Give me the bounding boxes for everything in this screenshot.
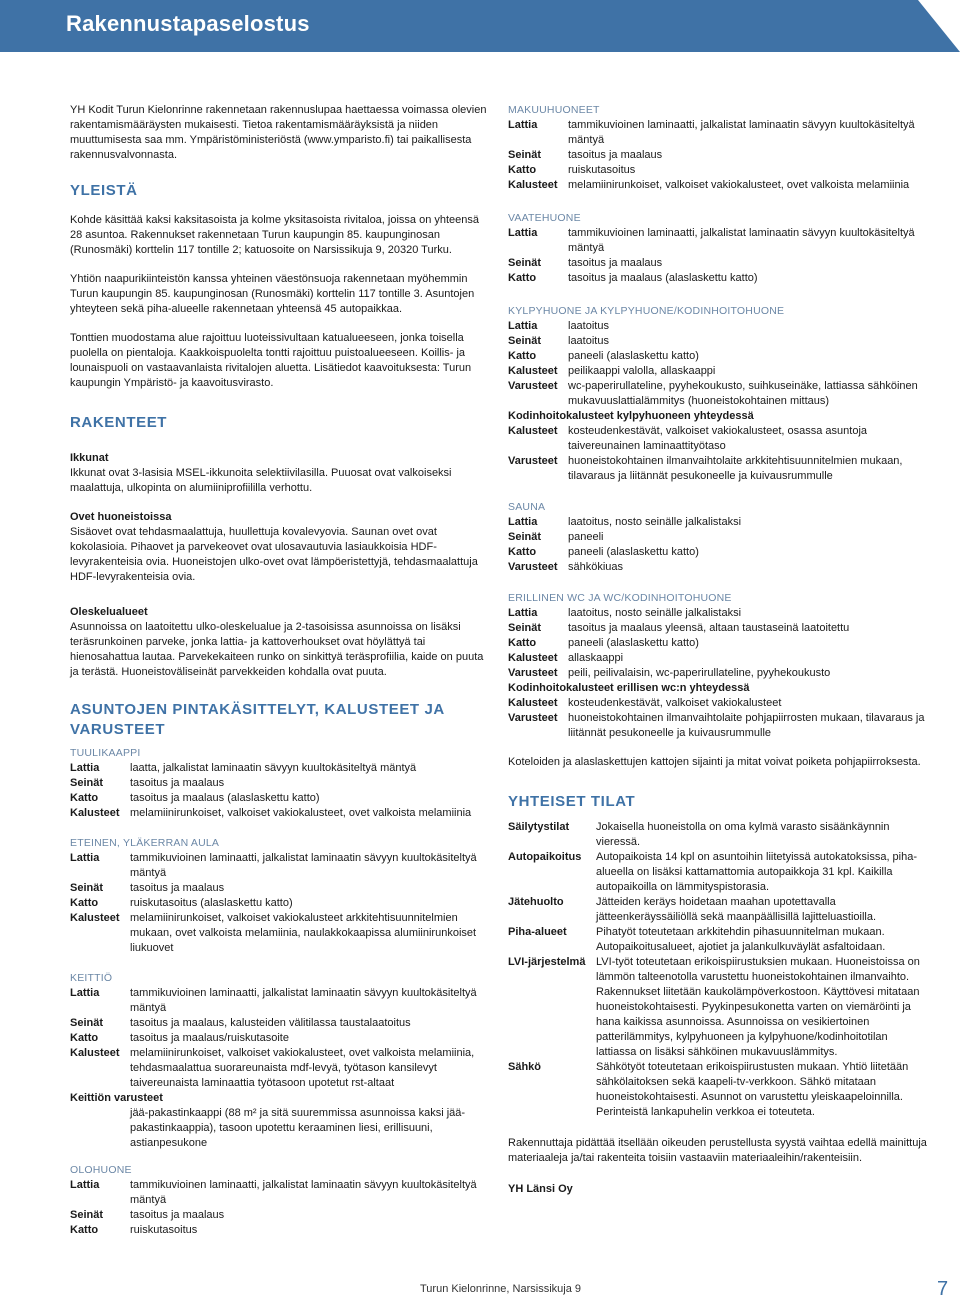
- row-value: huoneistokohtainen ilmanvaihtolaite pohjapiirrosten mukaan, tilavaraus ja liitännät pesukoneelle ja kuivausrummulle: [568, 712, 925, 739]
- row-label: Piha-alueet: [508, 926, 567, 938]
- row-value: paneeli (alaslaskettu katto): [568, 637, 699, 649]
- row-label: Varusteet: [508, 561, 558, 573]
- row-value: tasoitus ja maalaus yleensä, altaan taustaseinä laatoitettu: [568, 622, 850, 634]
- row-value: kosteudenkestävät, valkoiset vakiokalusteet, osassa asuntoja taivereunainen laminaattityötaso: [568, 425, 868, 452]
- table-row: [508, 711, 928, 741]
- table-row: [508, 319, 928, 334]
- table-row: [508, 530, 928, 545]
- pintakasittelyt-heading: ASUNTOJEN PINTAKÄSITTELYT, KALUSTEET JA VARUSTEET: [70, 701, 445, 738]
- yleista-paragraph-2: Yhtiön naapurikiinteistön kanssa yhteinen väestönsuoja rakennetaan myöhemmin Turun kaupungin 85. kaupunginosan (Runosmäki) korttelin 117 tontille 3. Asuntojen yhteyteen sekä piha-alueelle rakennetaan yhteensä 45 autopaikkaa.: [70, 273, 475, 315]
- row-value: laatoitus: [568, 335, 609, 347]
- row-value: Jokaisella huoneistolla on oma kylmä varasto sisäänkäynnin vieressä.: [596, 821, 890, 848]
- kylpyhuone-title: KYLPYHUONE JA KYLPYHUONE/KODINHOITOHUONE: [508, 305, 785, 317]
- row-value: melamiinirunkoiset, valkoiset vakiokalusteet, ovet valkoista melamiinia: [568, 179, 910, 191]
- row-label: Katto: [70, 1032, 99, 1044]
- table-row: [508, 271, 928, 286]
- row-label: Kalusteet: [508, 365, 558, 377]
- table-row: [70, 1223, 490, 1238]
- row-value: laatoitus, nosto seinälle jalkalistaksi: [568, 607, 742, 619]
- row-label: Lattia: [70, 762, 100, 774]
- row-label: Seinät: [70, 1209, 104, 1221]
- oleskelualueet-title: Oleskelualueet: [70, 606, 148, 618]
- eteinen-title: ETEINEN, YLÄKERRAN AULA: [70, 837, 220, 849]
- row-label: Katto: [70, 1224, 99, 1236]
- table-row: [508, 515, 928, 530]
- row-value: peilikaappi valolla, allaskaappi: [568, 365, 716, 377]
- row-value: sähkökiuas: [568, 561, 624, 573]
- tuulikaappi-title: TUULIKAAPPI: [70, 747, 141, 759]
- page-title: Rakennustapaselostus: [66, 11, 310, 36]
- row-label: Säilytystilat: [508, 821, 570, 833]
- keittio-section: [70, 971, 490, 1151]
- table-row: [70, 986, 490, 1016]
- keittion-varusteet-text: jää-pakastinkaappi (88 m² ja sitä suuremmissa asunnoissa kaksi jää-pakastinkaappia), tasoon upotettu keraaminen liesi, erillisuuni, astianpesukone: [130, 1107, 466, 1149]
- table-row: [508, 651, 928, 666]
- row-label: Lattia: [70, 1179, 100, 1191]
- row-value: LVI-työt toteutetaan erikoispiirustuksien mukaan. Huoneistoissa on lämmön talteenotolla varustettu huoneistokohtainen ilmanvaihto. Rakennukset liitetään kaukolämpöverkostoon. Käyttövesi mitataan huoneistokohtaisesti. Pyykinpesukonetta varten on viemäröinti ja hana kaikissa asunnoissa. Asunnoissa on vesikiertoinen patterilämmitys, kylpyhuoneen ja kylpyhuone/kodinhoitotilan lattiassa on lisäksi sähköinen mukavuuslämmitys.: [596, 956, 920, 1058]
- row-value: tasoitus ja maalaus, kalusteiden välitilassa taustalaatoitus: [130, 1017, 411, 1029]
- table-row: [508, 895, 928, 925]
- row-value: ruiskutasoitus: [568, 164, 636, 176]
- row-label: Katto: [508, 272, 537, 284]
- eteinen-section: [70, 836, 490, 956]
- banner-corner-cut: [918, 0, 960, 52]
- row-label: Lattia: [70, 852, 100, 864]
- table-row: [508, 118, 928, 148]
- table-row: [508, 560, 928, 575]
- row-label: Lattia: [508, 227, 538, 239]
- olohuone-section: [70, 1163, 490, 1238]
- table-row: [70, 776, 490, 791]
- row-label: Autopaikoitus: [508, 851, 582, 863]
- makuuhuoneet-title: MAKUUHUONEET: [508, 104, 600, 116]
- left-column: [70, 103, 490, 1253]
- header-banner: [0, 0, 960, 52]
- sauna-title: SAUNA: [508, 501, 546, 513]
- table-row: [70, 1208, 490, 1223]
- row-value: Jätteiden keräys hoidetaan maahan upotettavalla jätteenkeräyssäiliöllä sekä maanpäällisillä lajitteluastioilla.: [596, 896, 877, 923]
- row-label: Kalusteet: [508, 652, 558, 664]
- row-label: Kalusteet: [508, 697, 558, 709]
- row-label: Kalusteet: [70, 912, 120, 924]
- kylpyhuone-section: [508, 304, 928, 484]
- right-column: [508, 103, 928, 1197]
- table-row: [508, 256, 928, 271]
- row-value: tasoitus ja maalaus: [568, 149, 663, 161]
- row-value: melamiinirunkoiset, valkoiset vakiokalusteet arkkitehtisuunnitelmien mukaan, ovet valkoista melamiinia, naulakkokaapissa alumiinirunkoiset liukuovet: [130, 912, 477, 954]
- row-label: Lattia: [508, 607, 538, 619]
- table-row: [70, 1178, 490, 1208]
- row-label: Seinät: [508, 257, 542, 269]
- row-label: Sähkö: [508, 1061, 542, 1073]
- row-value: tasoitus ja maalaus: [130, 777, 225, 789]
- row-value: paneeli (alaslaskettu katto): [568, 546, 699, 558]
- row-label: Seinät: [70, 882, 104, 894]
- row-label: Seinät: [70, 1017, 104, 1029]
- yhteiset-tilat-heading: YHTEISET TILAT: [508, 793, 636, 810]
- ikkunat-text: Ikkunat ovat 3-lasisia MSEL-ikkunoita selektiivilasilla. Puuosat ovat valkoiseksi maalattuja, ulkopinta on alumiiniprofiililla verhottu.: [70, 467, 452, 494]
- company-name: YH Länsi Oy: [508, 1183, 573, 1195]
- vaatehuone-title: VAATEHUONE: [508, 212, 581, 224]
- row-value: peili, peilivalaisin, wc-paperirullateline, pyyhekoukusto: [568, 667, 831, 679]
- ovet-text: Sisäovet ovat tehdasmaalattuja, huullettuja kovalevyovia. Saunan ovet ovat kokolasioia. Pihaovet ja parvekeovet ovat ulosavautuvia lasiaukkoisia HDF-levyrakenteisia ovia. Huoneistojen ulko-ovet ovat lämpöeristettyjä, tehdasmaalattuja HDF-levyrakenteisia ovia.: [70, 526, 478, 583]
- table-row: [70, 1016, 490, 1031]
- row-label: Varusteet: [508, 667, 558, 679]
- table-row: [508, 820, 928, 850]
- row-label: Katto: [508, 350, 537, 362]
- row-value: tammikuvioinen laminaatti, jalkalistat laminaatin sävyyn kuultokäsiteltyä mäntyä: [130, 1179, 477, 1206]
- table-row: [70, 896, 490, 911]
- wc-section: [508, 591, 928, 741]
- row-label: Kalusteet: [70, 1047, 120, 1059]
- row-label: Katto: [508, 546, 537, 558]
- row-value: kosteudenkestävät, valkoiset vakiokalusteet: [568, 697, 782, 709]
- row-label: Varusteet: [508, 380, 558, 392]
- table-row: [70, 761, 490, 776]
- table-row: [508, 696, 928, 711]
- row-value: Autopaikoista 14 kpl on asuntoihin liitetyissä autokatoksissa, piha-alueella on lisäksi kattamattomia autopaikkoja 31 kpl. Kaikilla autopaikoilla on lämmityspistorasia.: [596, 851, 918, 893]
- row-label: Kalusteet: [508, 425, 558, 437]
- row-value: tasoitus ja maalaus: [568, 257, 663, 269]
- table-row: [508, 850, 928, 895]
- table-row: [508, 178, 928, 193]
- table-row: [70, 881, 490, 896]
- row-label: Varusteet: [508, 712, 558, 724]
- table-row: [70, 1046, 490, 1091]
- row-value: melamiinirunkoiset, valkoiset vakiokalusteet, ovet valkoista melamiinia, tehdasmaalattua suorareunaista mdf-levyä, työtason kansilevyt taivereunaista laminaattia työtasoon upotetut rst-altaat: [130, 1047, 475, 1089]
- row-label: Seinät: [508, 149, 542, 161]
- row-value: laatta, jalkalistat laminaatin sävyyn kuultokäsiteltyä mäntyä: [130, 762, 417, 774]
- table-row: [508, 163, 928, 178]
- table-row: [508, 349, 928, 364]
- row-value: tasoitus ja maalaus/ruiskutasoite: [130, 1032, 289, 1044]
- rakenteet-heading: RAKENTEET: [70, 414, 168, 431]
- table-row: [508, 666, 928, 681]
- table-row: [508, 545, 928, 560]
- yleista-heading: YLEISTÄ: [70, 182, 138, 199]
- row-value: Sähkötyöt toteutetaan erikoispiirustusten mukaan. Yhtiö liitetään sähkölaitoksen sekä kaapeli-tv-verkkoon. Sähkö mitataan huoneistokohtaisesti. Asunnot on varustettu yleiskaapeloinnilla. Perinteistä lankapuhelin verkkoa ei toteuteta.: [596, 1061, 909, 1118]
- wc-title: ERILLINEN WC JA WC/KODINHOITOHUONE: [508, 592, 732, 604]
- table-row: [508, 424, 928, 454]
- yleista-paragraph-1: Kohde käsittää kaksi kaksitasoista ja kolme yksitasoista rivitaloa, joissa on yhteensä 28 asuntoa. Rakennukset rakennetaan Turun kaupungin 85. kaupunginosan (Runosmäki) korttelin 117 tontille 2; katuosoite on Narsissikuja 9, 20320 Turku.: [70, 214, 480, 256]
- row-label: Lattia: [508, 320, 538, 332]
- row-value: laatoitus, nosto seinälle jalkalistaksi: [568, 516, 742, 528]
- row-value: melamiinirunkoiset, valkoiset vakiokalusteet, ovet valkoista melamiinia: [130, 807, 472, 819]
- sauna-section: [508, 500, 928, 575]
- row-label: Seinät: [508, 531, 542, 543]
- row-label: Seinät: [70, 777, 104, 789]
- table-row: [508, 454, 928, 484]
- row-label: Lattia: [508, 516, 538, 528]
- row-value: tasoitus ja maalaus: [130, 882, 225, 894]
- table-row: [508, 334, 928, 349]
- row-label: Katto: [70, 792, 99, 804]
- table-row: [70, 1031, 490, 1046]
- closing-paragraph: Rakennuttaja pidättää itsellään oikeuden perustellusta syystä vaihtaa edellä mainittuja materiaaleja ja/tai rakenteita toisiin vastaaviin materiaaleihin/rakenteisiin.: [508, 1137, 927, 1164]
- footer-address: Turun Kielonrinne, Narsissikuja 9: [420, 1283, 581, 1295]
- table-row: [508, 955, 928, 1060]
- row-label: LVI-järjestelmä: [508, 956, 586, 968]
- row-label: Lattia: [70, 987, 100, 999]
- row-value: tammikuvioinen laminaatti, jalkalistat laminaatin sävyyn kuultokäsiteltyä mäntyä: [568, 227, 915, 254]
- table-row: [508, 621, 928, 636]
- row-value: huoneistokohtainen ilmanvaihtolaite arkkitehtisuunnitelmien mukaan, tilavaraus ja liitännät pesukoneelle ja kuivausrummulle: [568, 455, 903, 482]
- table-row: [508, 606, 928, 621]
- row-value: tasoitus ja maalaus (alaslaskettu katto): [130, 792, 320, 804]
- vaatehuone-section: [508, 211, 928, 286]
- row-value: ruiskutasoitus: [130, 1224, 198, 1236]
- oleskelualueet-text: Asunnoissa on laatoitettu ulko-oleskelualue ja 2-tasoisissa asunnoissa on lisäksi teräsrunkoinen parveke, jonka lattia- ja kattoverhoukset ovat höylättyä tai hienosahattua lautaa. Parvekekaiteen runko on sinkittyä teräsprofiilia, kaide on puuta ja terästä. Huoneistoväliseinät parvekkeiden kohdalla ovat puuta.: [70, 621, 484, 678]
- row-label: Seinät: [508, 335, 542, 347]
- table-row: [508, 226, 928, 256]
- row-label: Seinät: [508, 622, 542, 634]
- row-value: tammikuvioinen laminaatti, jalkalistat laminaatin sävyyn kuultokäsiteltyä mäntyä: [130, 852, 477, 879]
- row-value: paneeli: [568, 531, 604, 543]
- row-value: allaskaappi: [568, 652, 624, 664]
- row-value: tasoitus ja maalaus (alaslaskettu katto): [568, 272, 758, 284]
- row-label: Lattia: [508, 119, 538, 131]
- pohjapiirros-note: Koteloiden ja alaslaskettujen kattojen sijainti ja mitat voivat poiketa pohjapiirroksesta.: [508, 756, 921, 768]
- row-value: Pihatyöt toteutetaan arkkitehdin pihasuunnitelman mukaan. Autopaikoitusalueet, ajotiet ja jalankulkuväylät asfaltoidaan.: [596, 926, 886, 953]
- row-label: Varusteet: [508, 455, 558, 467]
- table-row: [508, 364, 928, 379]
- ikkunat-title: Ikkunat: [70, 452, 109, 464]
- table-row: [508, 148, 928, 163]
- row-value: wc-paperirullateline, pyyhekoukusto, suihkuseinäke, lattiassa sähköinen mukavuuslattialämmitys (huoneistokohtainen mittaus): [568, 380, 918, 407]
- keittion-varusteet-title: Keittiön varusteet: [70, 1092, 163, 1104]
- makuuhuoneet-section: [508, 103, 928, 193]
- row-value: tammikuvioinen laminaatti, jalkalistat laminaatin sävyyn kuultokäsiteltyä mäntyä: [130, 987, 477, 1014]
- row-value: ruiskutasoitus (alaslaskettu katto): [130, 897, 293, 909]
- yhteiset-tilat-table: [508, 820, 928, 1120]
- intro-paragraph: YH Kodit Turun Kielonrinne rakennetaan rakennuslupaa haettaessa voimassa olevien rakentamismääräysten mukaisesti. Tietoa rakentamismääräyksistä ja niiden muuttumisesta saa mm. Ympäristöministeriöstä (www.ymparisto.fi) tai paikallisesta rakennusvalvonnasta.: [70, 104, 487, 161]
- row-value: tammikuvioinen laminaatti, jalkalistat laminaatin sävyyn kuultokäsiteltyä mäntyä: [568, 119, 915, 146]
- table-row: [508, 925, 928, 955]
- row-label: Katto: [508, 164, 537, 176]
- table-row: [508, 636, 928, 651]
- row-value: tasoitus ja maalaus: [130, 1209, 225, 1221]
- row-label: Jätehuolto: [508, 896, 564, 908]
- table-row: [70, 911, 490, 956]
- row-label: Kalusteet: [508, 179, 558, 191]
- table-row: [508, 379, 928, 409]
- row-label: Katto: [508, 637, 537, 649]
- page-number: 7: [937, 1278, 949, 1300]
- row-label: Katto: [70, 897, 99, 909]
- kodinhoito-kylpyhuone-title: Kodinhoitokalusteet kylpyhuoneen yhteydessä: [508, 410, 754, 422]
- olohuone-title: OLOHUONE: [70, 1164, 132, 1176]
- ovet-title: Ovet huoneistoissa: [70, 511, 172, 523]
- table-row: [508, 1060, 928, 1120]
- keittio-title: KEITTIÖ: [70, 972, 113, 984]
- table-row: [70, 851, 490, 881]
- yleista-paragraph-3: Tonttien muodostama alue rajoittuu luoteissivultaan katualueeseen, jonka toisella puolella on pientaloja. Kaakkoispuolelta tontti rajoittuu puistoalueeseen. Koillis- ja lounaispuoli on vastaavanlaista rivitalojen aluetta. Lisätiedot kaavoituksesta: Turun kaupungin Ympäristö- ja kaavoitusvirasto.: [70, 332, 472, 389]
- kodinhoito-wc-title: Kodinhoitokalusteet erillisen wc:n yhteydessä: [508, 682, 750, 694]
- row-label: Kalusteet: [70, 807, 120, 819]
- tuulikaappi-section: [70, 746, 490, 821]
- table-row: [70, 806, 490, 821]
- row-value: laatoitus: [568, 320, 609, 332]
- table-row: [70, 791, 490, 806]
- row-value: paneeli (alaslaskettu katto): [568, 350, 699, 362]
